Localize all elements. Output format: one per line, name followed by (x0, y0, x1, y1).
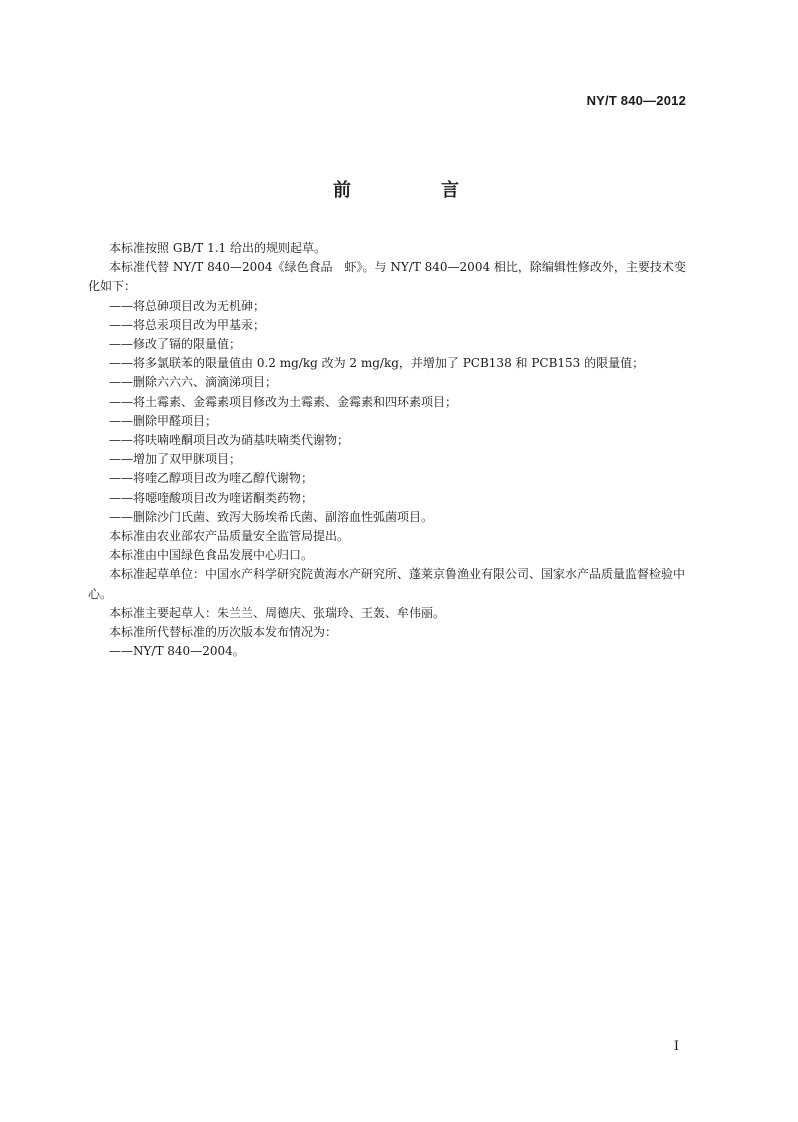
paragraph-centralized: 本标准由中国绿色食品发展中心归口。 (109, 548, 314, 563)
history-item: ——NY/T 840—2004。 (109, 644, 245, 659)
paragraph-history-intro: 本标准所代替标准的历次版本发布情况为： (109, 625, 338, 640)
paragraph-proposer: 本标准由农业部农产品质量安全监管局提出。 (109, 529, 350, 544)
change-item: ——将总汞项目改为甲基汞； (109, 317, 266, 332)
change-item: ——删除沙门氏菌、致泻大肠埃希氏菌、副溶血性弧菌项目。 (109, 509, 434, 524)
change-item: ——将喹乙醇项目改为喹乙醇代谢物； (109, 471, 314, 486)
change-item: ——删除六六六、滴滴涕项目； (109, 375, 278, 390)
paragraph-drafters: 本标准主要起草人：朱兰兰、周德庆、张瑞玲、王轰、牟伟丽。 (109, 605, 446, 620)
change-item: ——将噁喹酸项目改为喹诺酮类药物； (109, 490, 314, 505)
page-number: I (673, 1039, 679, 1054)
page-title: 前 言 (333, 180, 495, 201)
paragraph-drafting-rules: 本标准按照 GB/T 1.1 给出的规则起草。 (109, 241, 326, 255)
change-item: ——修改了镉的限量值； (109, 337, 242, 352)
change-item: ——将土霉素、金霉素项目修改为土霉素、金霉素和四环素项目； (109, 394, 458, 409)
change-item: ——将多氯联苯的限量值由 0.2 mg/kg 改为 2 mg/kg，并增加了 PCB138 和 PCB153 的限量值； (109, 356, 645, 371)
change-item: ——删除甲醛项目； (109, 413, 218, 428)
change-item: ——将总砷项目改为无机砷； (109, 298, 266, 313)
document-body (88, 239, 693, 661)
paragraph-replacement: 本标准代替 NY/T 840—2004《绿色食品 虾》。与 NY/T 840—2004 相比，除编辑性修改外，主要技术变化如下： (88, 260, 686, 294)
standard-code: NY/T 840—2012 (586, 93, 686, 108)
change-item: ——将呋喃唑酮项目改为硝基呋喃类代谢物； (109, 433, 350, 448)
change-item: ——增加了双甲脒项目； (109, 452, 242, 467)
paragraph-drafting-units: 本标准起草单位：中国水产科学研究院黄海水产研究所、蓬莱京鲁渔业有限公司、国家水产品质量监督检验中心。 (88, 567, 686, 601)
